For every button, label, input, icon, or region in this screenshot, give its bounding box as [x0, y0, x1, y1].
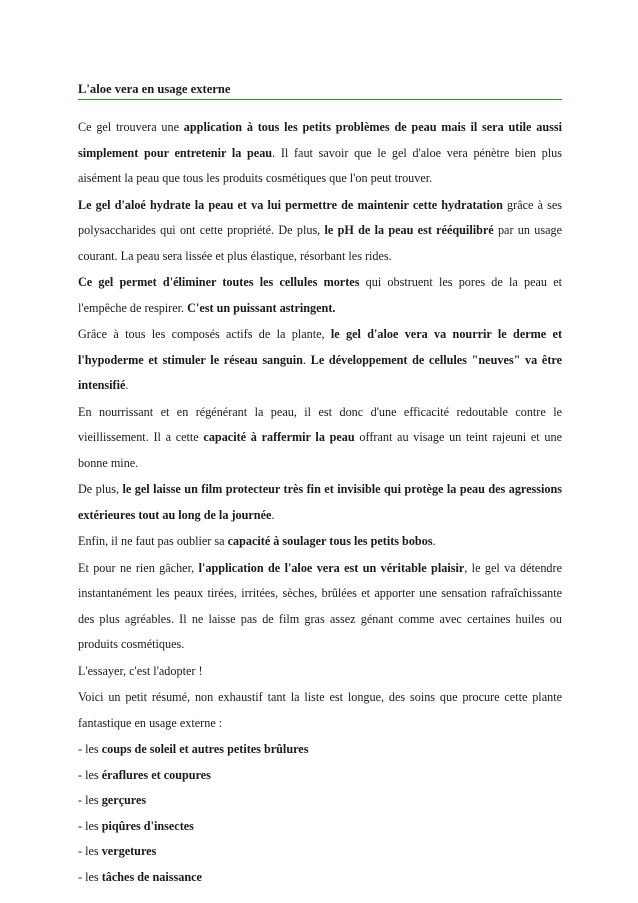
- list-item: [78, 763, 562, 789]
- text-run: par un usage courant. La peau sera lissée et plus élastique, résorbant les rides.: [78, 223, 563, 263]
- list-item: [78, 865, 562, 891]
- bold-text: C'est un puissant astringent.: [187, 300, 336, 315]
- text-run: Ce gel trouvera une: [78, 120, 184, 134]
- text-run: .: [271, 507, 275, 522]
- bold-text: le gel d'aloe vera va nourrir le derme et l'hypoderme et stimuler le réseau sanguin: [78, 327, 562, 367]
- paragraph: [78, 270, 562, 321]
- list-item-label: vergetures: [101, 844, 157, 858]
- text-run: Grâce à tous les composés actifs de la plante,: [78, 327, 331, 341]
- bold-text: Le développement de cellules "neuves" va être intensifié: [78, 352, 562, 392]
- bold-text: Ce gel permet d'éliminer toutes les cellules mortes: [78, 275, 360, 289]
- text-run: . Il faut savoir que le gel d'aloe vera pénètre bien plus aisément la peau que tous les produits cosmétiques que l'on peut trouver.: [78, 145, 562, 185]
- bold-text: l'application de l'aloe vera est un véritable plaisir: [198, 560, 465, 575]
- list-item-label: gerçures: [101, 793, 147, 807]
- paragraph: [78, 556, 562, 658]
- paragraph: [78, 529, 562, 555]
- text-run: offrant au visage un teint rajeuni et une bonne mine.: [78, 430, 562, 470]
- list-item-label: coups de soleil et autres petites brûlures: [101, 742, 309, 756]
- document-page: [78, 80, 562, 890]
- bold-text: capacité à soulager tous les petits bobos: [227, 534, 433, 548]
- list-item: [78, 788, 562, 814]
- list-item-prefix: - les: [78, 767, 102, 782]
- text-run: , le gel va détendre instantanément les peaux tirées, irritées, sèches, brûlées et apporter une sensation rafraîchissante des plus agréables. Il ne laisse pas de film gras assez génant comme avec certaines huiles ou produits cosmétiques.: [78, 560, 562, 651]
- list-item-label: éraflures et coupures: [101, 767, 211, 782]
- title-underline-rule: [78, 99, 562, 100]
- text-run: L'essayer, c'est l'adopter !: [78, 663, 203, 678]
- paragraph: [78, 193, 562, 270]
- paragraph: [78, 322, 562, 399]
- text-run: .: [125, 378, 129, 392]
- bold-text: application à tous les petits problèmes de peau mais il sera utile aussi simplement pour entretenir la peau: [78, 120, 562, 160]
- bold-text: Le gel d'aloé hydrate la peau et va lui permettre de maintenir cette hydratation: [78, 197, 503, 212]
- list-item: [78, 839, 562, 865]
- text-run: grâce à ses polysaccharides qui ont cette propriété. De plus,: [78, 197, 563, 237]
- bold-text: capacité à raffermir la peau: [203, 430, 355, 444]
- paragraph: [78, 115, 562, 192]
- text-run: Voici un petit résumé, non exhaustif tant la liste est longue, des soins que procure cette plante fantastique en usage externe :: [78, 690, 562, 730]
- list-item-prefix: - les: [78, 869, 102, 884]
- list-item-prefix: - les: [78, 793, 102, 807]
- document-title: L'aloe vera en usage externe: [78, 82, 231, 96]
- paragraph: [78, 659, 562, 685]
- text-run: .: [432, 534, 436, 548]
- text-run: .: [302, 352, 311, 367]
- text-run: De plus,: [78, 482, 123, 496]
- bold-text: le pH de la peau est rééquilibré: [324, 223, 494, 237]
- list-item-prefix: - les: [78, 742, 102, 756]
- list-item-prefix: - les: [78, 844, 102, 858]
- paragraph: [78, 477, 562, 528]
- list-item-prefix: - les: [78, 818, 102, 833]
- paragraph: [78, 400, 562, 477]
- text-run: Et pour ne rien gâcher,: [78, 560, 199, 575]
- list-item: [78, 737, 562, 763]
- bold-text: le gel laisse un film protecteur très fin et invisible qui protège la peau des agressions extérieures tout au long de la journée: [78, 482, 562, 522]
- list-item-label: piqûres d'insectes: [101, 818, 194, 833]
- care-list: [78, 737, 562, 890]
- text-run: Enfin, il ne faut pas oublier sa: [78, 534, 228, 548]
- text-run: En nourrissant et en régénérant la peau, il est donc d'une efficacité redoutable contre le vieillissement. Il a cette: [78, 404, 562, 444]
- list-item-label: tâches de naissance: [101, 869, 202, 884]
- list-item: [78, 814, 562, 840]
- text-run: qui obstruent les pores de la peau et l'empêche de respirer.: [78, 275, 563, 315]
- document-body: [78, 115, 562, 736]
- paragraph: [78, 685, 562, 736]
